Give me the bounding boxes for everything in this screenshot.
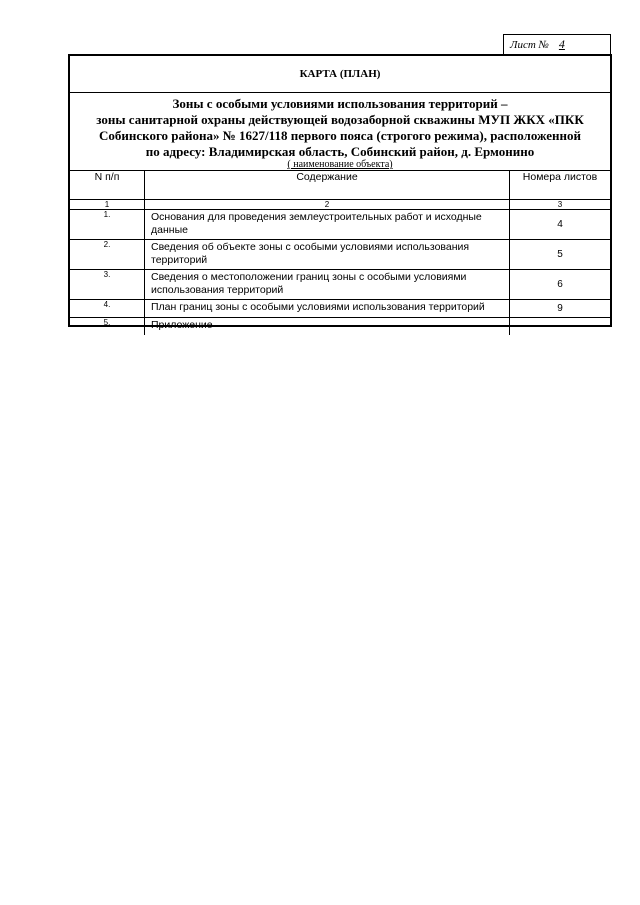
description-line-1: Зоны с особыми условиями использования территорий – bbox=[172, 96, 508, 111]
row-content: Сведения об объекте зоны с особыми условиями использования территорий bbox=[145, 240, 510, 270]
header-content: Содержание bbox=[145, 171, 510, 200]
object-description bbox=[70, 93, 610, 170]
row-num: 3. bbox=[70, 270, 145, 300]
table-row bbox=[70, 318, 610, 336]
header-sheets: Номера листов bbox=[510, 171, 611, 200]
row-num: 2. bbox=[70, 240, 145, 270]
table-header-row bbox=[70, 171, 610, 200]
row-sheets bbox=[510, 318, 611, 336]
sheet-label: Лист № bbox=[510, 38, 549, 51]
description-line-3: Собинского района» № 1627/118 первого пояса (строгого режима), расположенной bbox=[99, 128, 581, 143]
header-num: N п/п bbox=[70, 171, 145, 200]
description-line-4: по адресу: Владимирская область, Собинский район, д. Ермонино bbox=[145, 144, 535, 159]
row-content: Приложение bbox=[145, 318, 510, 336]
row-sheets: 5 bbox=[510, 240, 611, 270]
index-cell: 1 bbox=[70, 200, 145, 210]
map-frame bbox=[68, 54, 612, 331]
object-name-caption: ( наименование объекта) bbox=[287, 159, 393, 170]
table-row bbox=[70, 240, 610, 270]
sheet-number-box bbox=[503, 34, 611, 54]
row-num: 1. bbox=[70, 210, 145, 240]
index-cell: 3 bbox=[510, 200, 611, 210]
table-row bbox=[70, 270, 610, 300]
map-title: КАРТА (ПЛАН) bbox=[70, 56, 610, 93]
row-num: 4. bbox=[70, 300, 145, 318]
row-content: Сведения о местоположении границ зоны с особыми условиями использования территорий bbox=[145, 270, 510, 300]
index-cell: 2 bbox=[145, 200, 510, 210]
sheet-number: 4 bbox=[558, 37, 565, 51]
column-index-row bbox=[70, 200, 610, 210]
row-content: Основания для проведения землеустроительных работ и исходные данные bbox=[145, 210, 510, 240]
row-sheets: 6 bbox=[510, 270, 611, 300]
description-line-2: зоны санитарной охраны действующей водозаборной скважины МУП ЖКХ «ПКК bbox=[96, 112, 584, 127]
row-content: План границ зоны с особыми условиями использования территорий bbox=[145, 300, 510, 318]
table-row bbox=[70, 210, 610, 240]
row-num: 5. bbox=[70, 318, 145, 336]
row-sheets: 4 bbox=[510, 210, 611, 240]
row-sheets: 9 bbox=[510, 300, 611, 318]
table-row bbox=[70, 300, 610, 318]
contents-table bbox=[70, 170, 610, 335]
